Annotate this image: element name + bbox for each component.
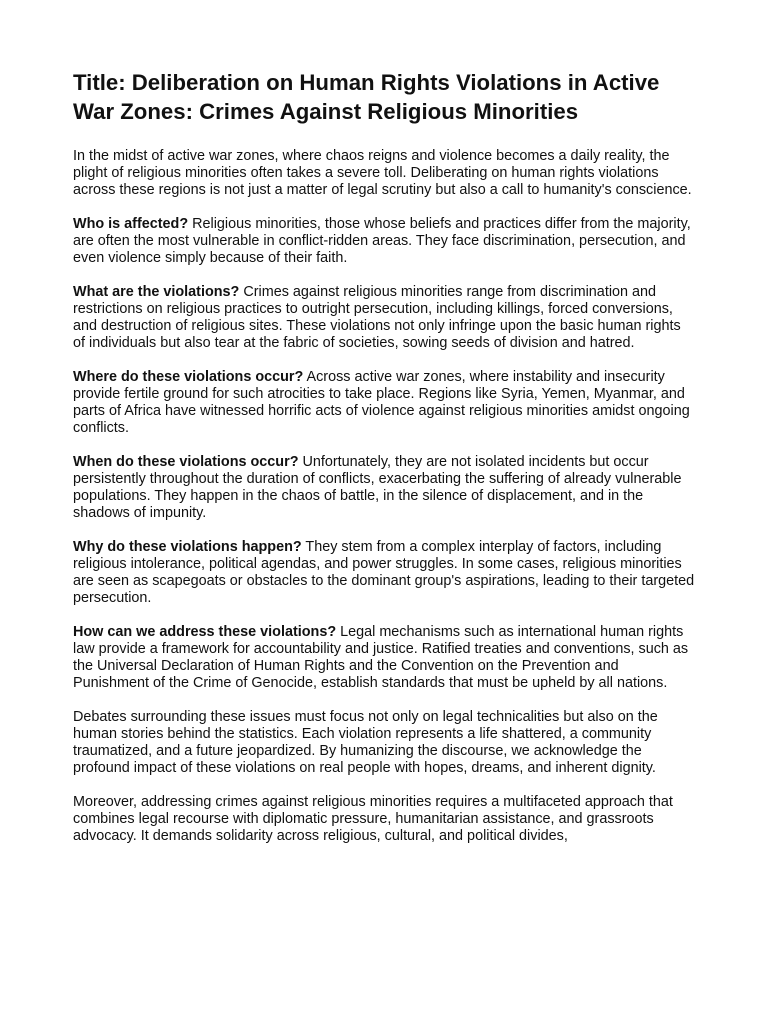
section-heading: Who is affected? xyxy=(73,216,189,232)
section-where-violations xyxy=(73,369,696,437)
section-heading: How can we address these violations? xyxy=(73,624,337,640)
section-heading: When do these violations occur? xyxy=(73,454,299,470)
section-text: Religious minorities, those whose beliefs and practices differ from the majority, are often the most vulnerable in conflict-ridden areas. They face discrimination, persecution, and even violence simply because of their faith. xyxy=(73,216,691,266)
section-heading: Why do these violations happen? xyxy=(73,539,302,555)
intro-paragraph: In the midst of active war zones, where chaos reigns and violence becomes a daily reality, the plight of religious minorities often takes a severe toll. Deliberating on human rights violations across these regions is not just a matter of legal scrutiny but also a call to humanity's conscience. xyxy=(73,148,692,198)
section-heading: What are the violations? xyxy=(73,284,240,300)
section-when-violations xyxy=(73,454,696,522)
section-text: Unfortunately, they are not isolated incidents but occur persistently throughout the duration of conflicts, exacerbating the suffering of already vulnerable populations. They happen in the chaos of battle, in the silence of displacement, and in the shadows of impunity. xyxy=(73,454,682,521)
section-why-violations xyxy=(73,539,696,607)
section-heading: Where do these violations occur? xyxy=(73,369,304,385)
section-how-address xyxy=(73,624,696,692)
section-who-affected xyxy=(73,216,696,267)
section-text: They stem from a complex interplay of factors, including religious intolerance, political agendas, and power struggles. In some cases, religious minorities are seen as scapegoats or obstacles to the dominant group's aspirations, leading to their targeted persecution. xyxy=(73,539,695,606)
section-text: Legal mechanisms such as international human rights law provide a framework for accountability and justice. Ratified treaties and conventions, such as the Universal Declaration of Human Rights and the Convention on the Prevention and Punishment of the Crime of Genocide, establish standards that must be upheld by all nations. xyxy=(73,624,689,691)
document-title: Title: Deliberation on Human Rights Violations in Active War Zones: Crimes Against Religious Minorities xyxy=(73,70,660,124)
closing-paragraph-moreover: Moreover, addressing crimes against religious minorities requires a multifaceted approach that combines legal recourse with diplomatic pressure, humanitarian assistance, and grassroots advocacy. It demands solidarity across religious, cultural, and political divides, xyxy=(73,794,673,844)
section-text: Across active war zones, where instability and insecurity provide fertile ground for such atrocities to take place. Regions like Syria, Yemen, Myanmar, and parts of Africa have witnessed horrific acts of violence against religious minorities amidst ongoing conflicts. xyxy=(73,369,690,436)
section-what-violations xyxy=(73,284,696,352)
closing-paragraph-debates: Debates surrounding these issues must focus not only on legal technicalities but also on the human stories behind the statistics. Each violation represents a life shattered, a community traumatized, and a future jeopardized. By humanizing the discourse, we acknowledge the profound impact of these violations on real people with hopes, dreams, and inherent dignity. xyxy=(73,709,658,776)
section-text: Crimes against religious minorities range from discrimination and restrictions on religious practices to outright persecution, including killings, forced conversions, and destruction of religious sites. These violations not only infringe upon the basic human rights of individuals but also tear at the fabric of societies, sowing seeds of division and hatred. xyxy=(73,284,681,351)
